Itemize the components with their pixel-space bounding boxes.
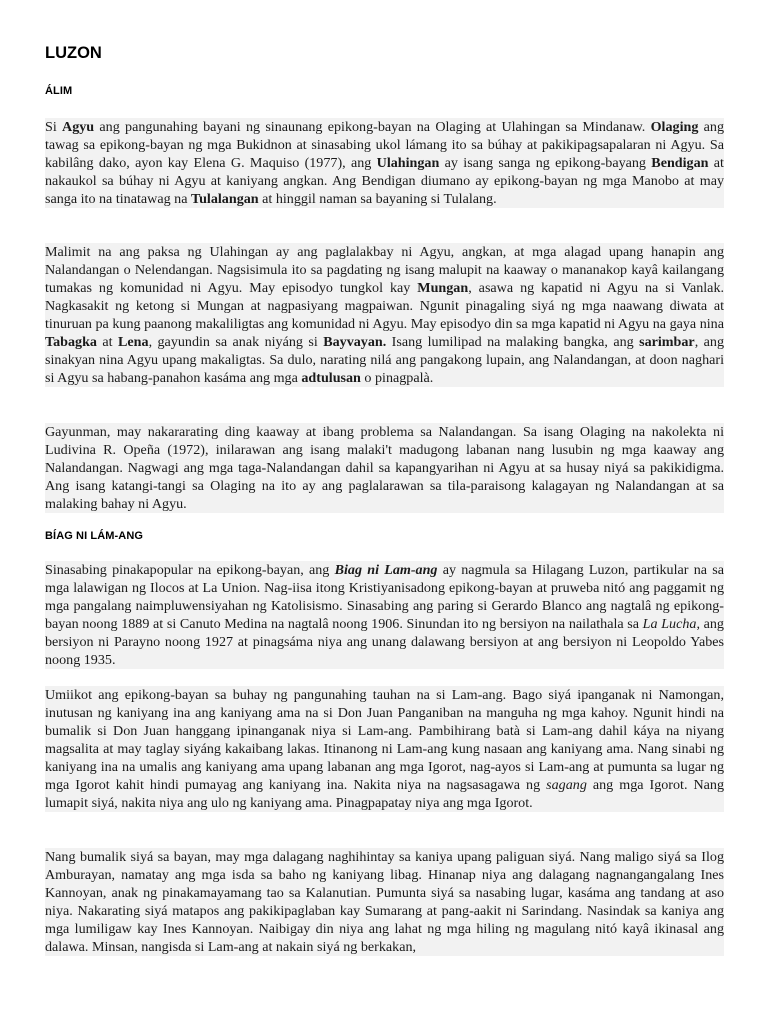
- paragraph: [45, 561, 724, 669]
- bold-text: Agyu: [62, 119, 95, 135]
- paragraph: [45, 686, 724, 812]
- text-run: ang pangunahing bayani ng sinaunang epikong-bayan na Olaging at Ulahingan sa Mindanaw.: [94, 119, 651, 135]
- bold-text: adtulusan: [301, 370, 361, 386]
- bold-text: Lena: [118, 334, 149, 350]
- section-title-alim: ÁLIM: [45, 85, 73, 97]
- text-run: , ang bersiyon ni Parayno noong 1927 at pinagsáma niya ang unang dalawang bersiyon at ang bersiyon ni Leopoldo Yabes noong 1935.: [45, 616, 724, 668]
- text-run: ang mga Igorot. Nang lumapit siyá, nakita niya ang ulo ng kaniyang ama. Pinagpapatay niya ang mga Igorot.: [45, 777, 725, 811]
- bold-text: Tulalangan: [190, 191, 259, 207]
- text-run: Umiikot ang epikong-bayan sa buhay ng pangunahing tauhan na si Lam-ang. Bago siyá ipanganak ni Namongan, inutusan ng kaniyang ina ang kaniyang ama na si Don Juan Panganiban na manguha ng mga kahoy. Ngunit hindi na bumalik si Don Juan hanggang ipinanganak niya si Lam-ang. Pambihirang batà si Lam-ang dahil káya na niyang magsalita at may taglay siyáng kakaibang lakas. Itinanong ni Lam-ang kung nasaan ang kaniyang ama. Nang sinabi ng kaniyang ina na umalis ang kaniyang ama upang labanan ang mga Igorot, nag-ayos si Lam-ang at pumunta sa lugar ng mga Igorot kahit hindi pumayag ang kaniyang ina. Nakita niya na nagsasagawa ng: [45, 687, 724, 793]
- bold-text: Ulahingan: [376, 155, 440, 171]
- paragraph: [45, 423, 724, 513]
- text-run: at: [96, 334, 119, 350]
- section-title-biag-ni-lam-ang: BÍAG NI LÁM-ANG: [45, 530, 144, 542]
- text-run: ay isang sanga ng epikong-bayang: [439, 155, 652, 171]
- text-run: ang tawag sa epikong-bayan ng mga Bukidnon at sinasabing ukol lámang ito sa búhay at pakikipagsapalaran ni Agyu. Sa kabilâng dako, ayon kay Elena G. Maquiso (1977), ang: [45, 119, 724, 171]
- bold-text: Bayvayan.: [323, 334, 387, 350]
- italic-text: sagang: [546, 777, 587, 793]
- paragraph: [45, 118, 724, 208]
- text-run: Malimit na ang paksa ng Ulahingan ay ang paglalakbay ni Agyu, angkan, at mga alagad upang hanapin ang Nalandangan o Nelendangan. Nagsisimula ito sa pagdating ng isang malupit na kaaway o mananakop kayâ kailangang tumakas ng komunidad ni Agyu. May episodyo tungkol kay: [45, 244, 724, 296]
- text-run: , ang sinakyan nina Agyu upang makaligtas. Sa dulo, narating nilá ang pangakong lupain, ang Nalandangan, at doon naghari si Agyu sa habang-panahon kasáma ang mga: [45, 334, 724, 386]
- text-run: ay nagmula sa Hilagang Luzon, partikular na sa mga lalawigan ng Ilocos at La Union. Nag-iisa itong Kristiyanisadong epikong-bayan at pruweba nitó ang paggamit ng mga pangalang naimpluwensiyahan ng Katolisismo. Sinasabing ang paring si Gerardo Blanco ang nagtalâ ng epikong-bayan noong 1889 at si Canuto Medina na nagtalâ noong 1906. Sinundan ito ng bersiyon na nailathala sa: [45, 562, 724, 632]
- bold-text: sarimbar: [639, 334, 695, 350]
- text-run: Isang lumilipad na malaking bangka, ang: [386, 334, 640, 350]
- page-title: LUZON: [45, 44, 102, 62]
- italic-text: La Lucha: [642, 616, 697, 632]
- text-run: Gayunman, may nakararating ding kaaway at ibang problema sa Nalandangan. Sa isang Olaging na nakolekta ni Ludivina R. Opeña (1972), inilarawan ang isang malaki't madugong labanan nang lusubin ng mga kaaway ang Nalandangan. Nagwagi ang mga taga-Nalandangan dahil sa kapangyarihan ni Agyu at sa husay niyá sa pakikidigma. Ang isang katangi-tangi sa Olaging na ito ay ang paglalarawan sa tila-paraisong kalagayan ng Nalandangan at sa malaking bahay ni Agyu.: [45, 424, 724, 512]
- paragraph: [45, 848, 724, 956]
- text-run: Nang bumalik siyá sa bayan, may mga dalagang naghihintay sa kaniya upang paliguan siyá. Nang maligo siyá sa Ilog Amburayan, namatay ang mga isda sa baho ng kaniyang libag. Hinanap niya ang dalagang nagnangangalang Ines Kannoyan, anak ng pinakamayamang tao sa Kalanutian. Pumunta siyá sa nasabing lugar, kasáma ang tandang at aso niya. Nakarating siyá matapos ang pakikipaglaban kay Sumarang at pang-aakit ni Sarindang. Nasindak sa kaniya ang mga lumiligaw kay Ines Kannoyan. Naibigay din niya ang lahat ng mga hiling ng magulang nitó kayâ ikinasal ang dalawa. Minsan, nangisda si Lam-ang at nakain siyá ng berkakan,: [45, 849, 724, 955]
- text-run: at hinggil naman sa bayaning si Tulalang.: [258, 191, 497, 207]
- bold-text: Mungan: [417, 280, 469, 296]
- bold-text: Olaging: [650, 119, 699, 135]
- text-run: Si: [45, 119, 63, 135]
- text-run: , asawa ng kapatid ni Agyu na si Vanlak. Nagkasakit ng ketong si Mungan at nagpasiyang magpaiwan. Ngunit pinagaling siyá ng mga naawang diwata at tinuruan pa kung paanong makaliligtas ang komunidad ni Agyu. May episodyo din sa mga kapatid ni Agyu na gaya nina: [45, 280, 725, 332]
- bold-text: Biag ni Lam-ang: [334, 562, 438, 578]
- text-run: at nakaukol sa búhay ni Agyu at kaniyang angkan. Ang Bendigan diumano ay epikong-bayan ng mga Manobo at may sanga ito na tinatawag na: [45, 155, 724, 207]
- text-run: o pinagpalà.: [360, 370, 434, 386]
- bold-text: Bendigan: [651, 155, 709, 171]
- text-run: , gayundin sa anak niyáng si: [148, 334, 324, 350]
- paragraph: [45, 243, 724, 387]
- text-run: Sinasabing pinakapopular na epikong-bayan, ang: [45, 562, 335, 578]
- bold-text: Tabagka: [45, 334, 97, 350]
